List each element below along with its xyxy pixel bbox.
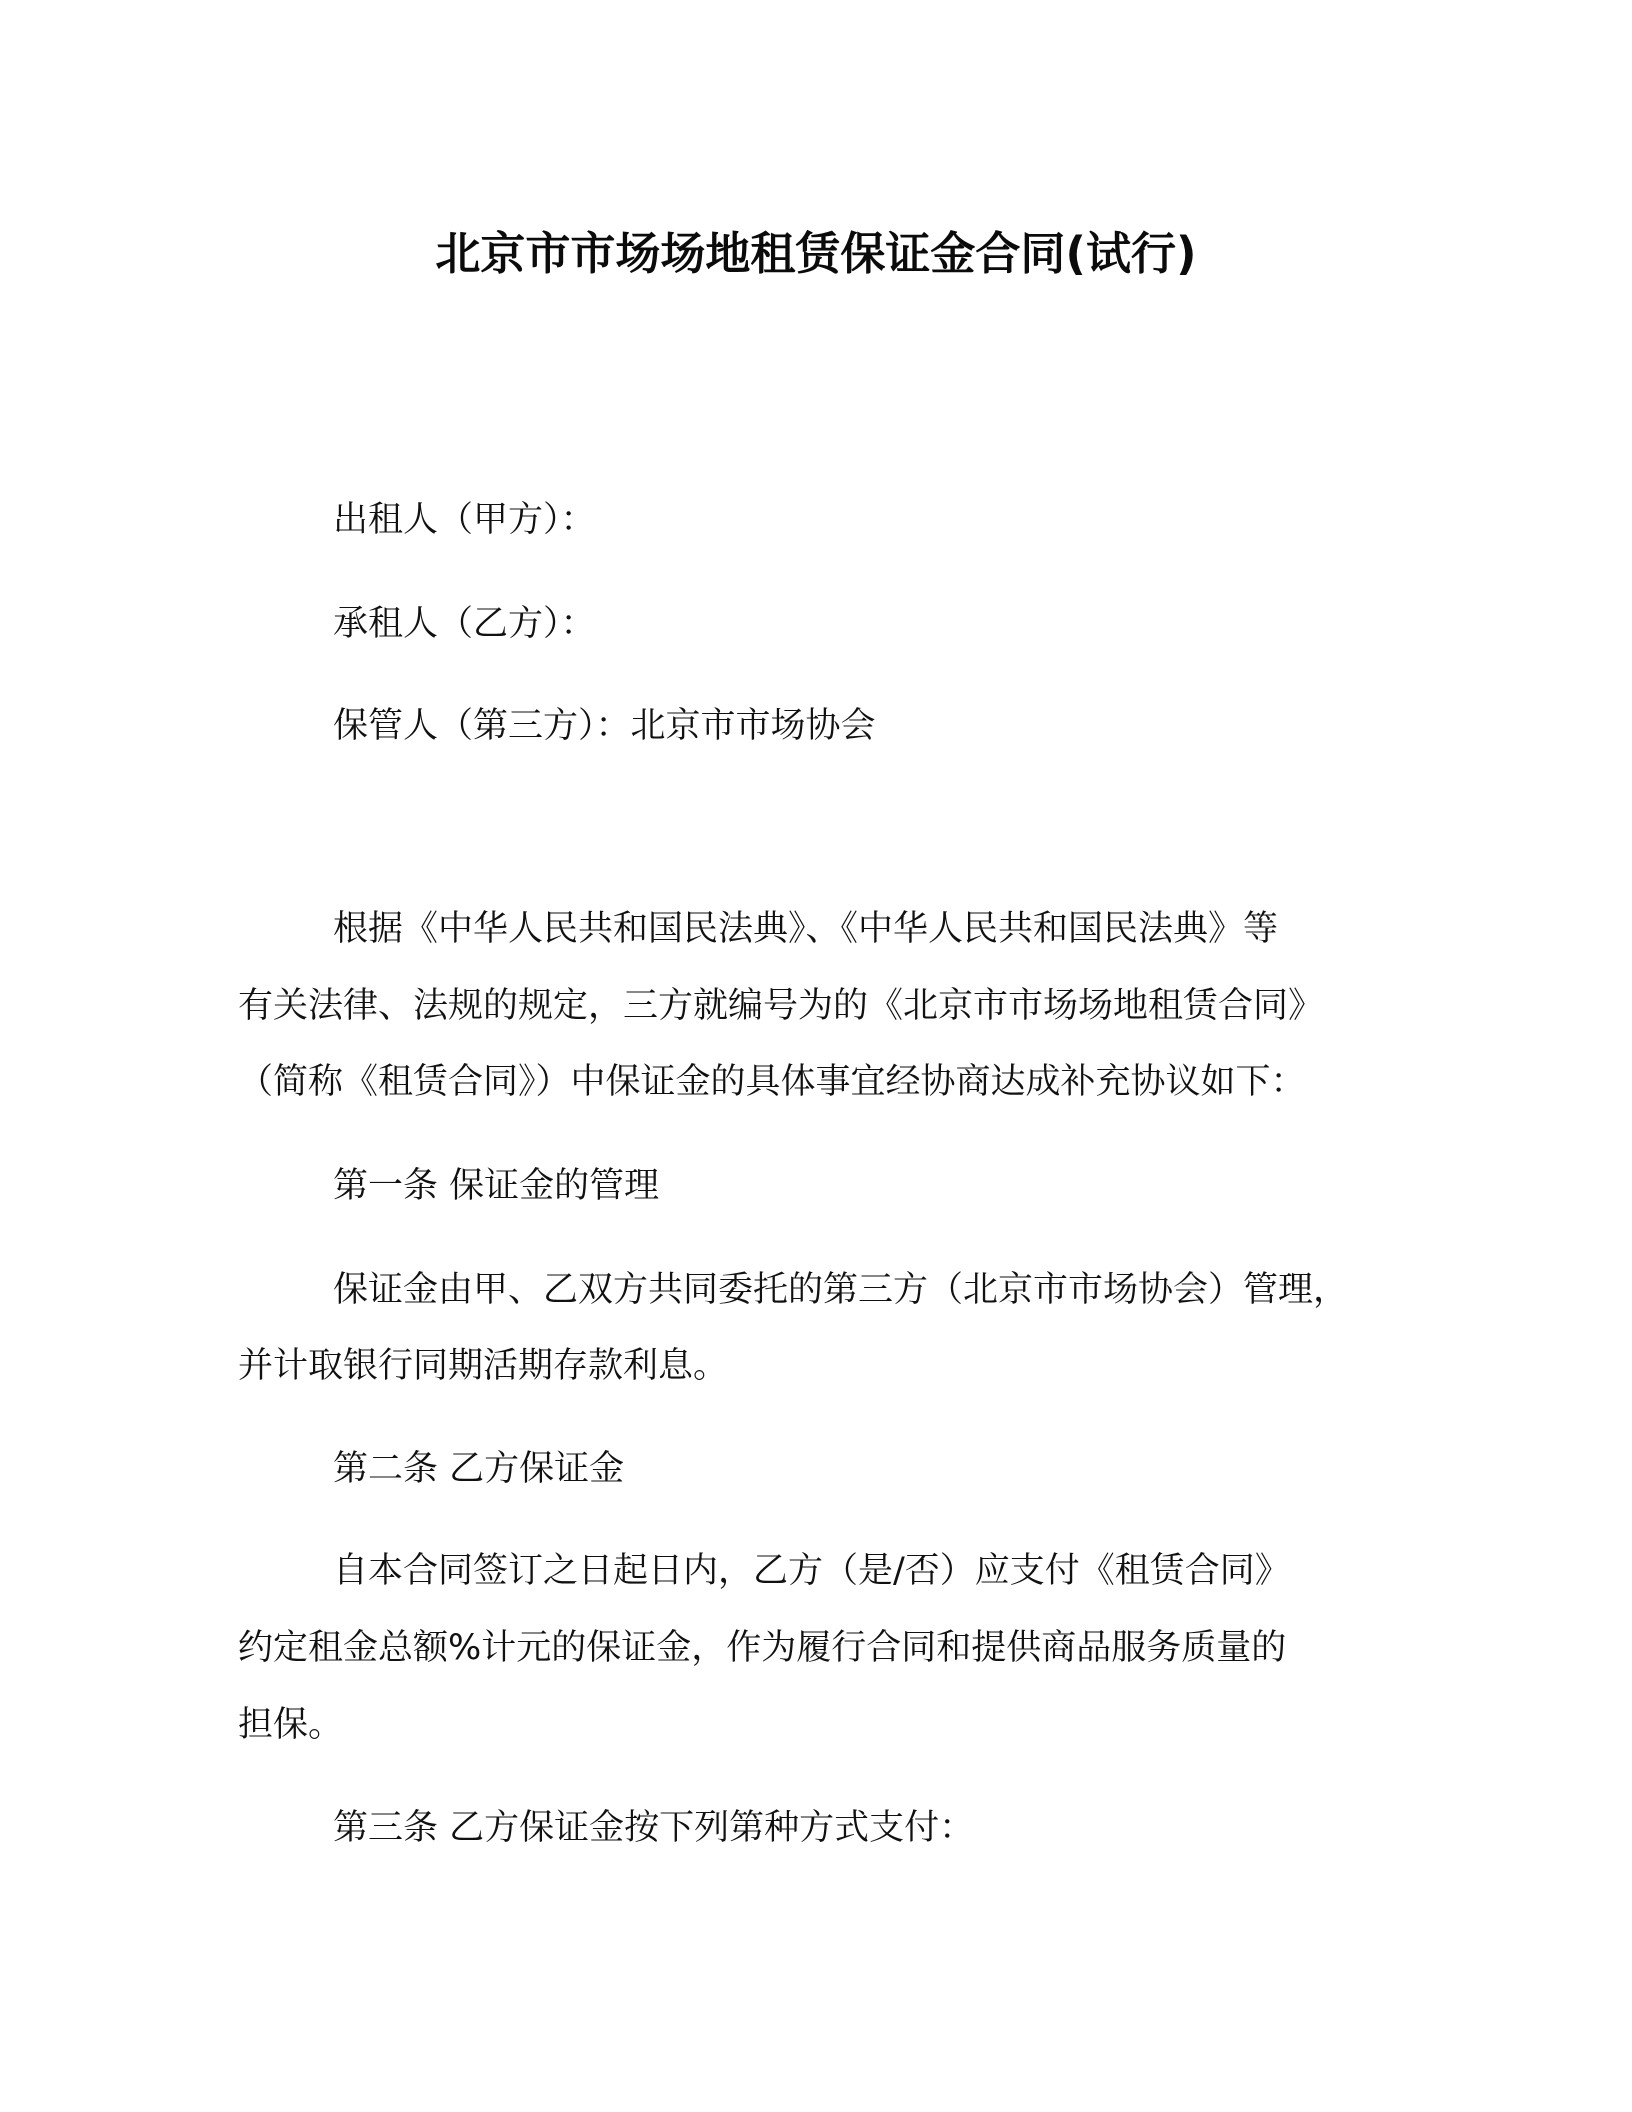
article2-line-1: 自本合同签订之日起日内，乙方（是/否）应支付《租赁合同》	[333, 1551, 1290, 1591]
article1-line-1: 保证金由甲、乙双方共同委托的第三方（北京市市场协会）管理，	[333, 1270, 1349, 1310]
article2-line-2: 约定租金总额%计元的保证金，作为履行合同和提供商品服务质量的	[238, 1628, 1287, 1668]
article2-heading: 第二条 乙方保证金	[333, 1449, 625, 1489]
preamble-line-2: 有关法律、法规的规定，三方就编号为的《北京市市场场地租赁合同》	[238, 986, 1324, 1026]
article1-line-2: 并计取银行同期活期存款利息。	[238, 1346, 729, 1386]
preamble-line-3: （简称《租赁合同》）中保证金的具体事宜经协商达成补充协议如下：	[238, 1062, 1306, 1102]
article3-heading: 第三条 乙方保证金按下列第种方式支付：	[333, 1808, 975, 1848]
party-lessor: 出租人（甲方）：	[333, 500, 596, 540]
document-title: 北京市市场场地租赁保证金合同(试行)	[435, 227, 1197, 280]
preamble-line-1: 根据《中华人民共和国民法典》、《中华人民共和国民法典》等	[333, 909, 1279, 949]
party-lessee: 承租人（乙方）：	[333, 604, 596, 644]
article2-line-3: 担保。	[238, 1705, 344, 1745]
party-custodian: 保管人（第三方）：北京市市场协会	[333, 706, 876, 746]
article1-heading: 第一条 保证金的管理	[333, 1166, 660, 1206]
